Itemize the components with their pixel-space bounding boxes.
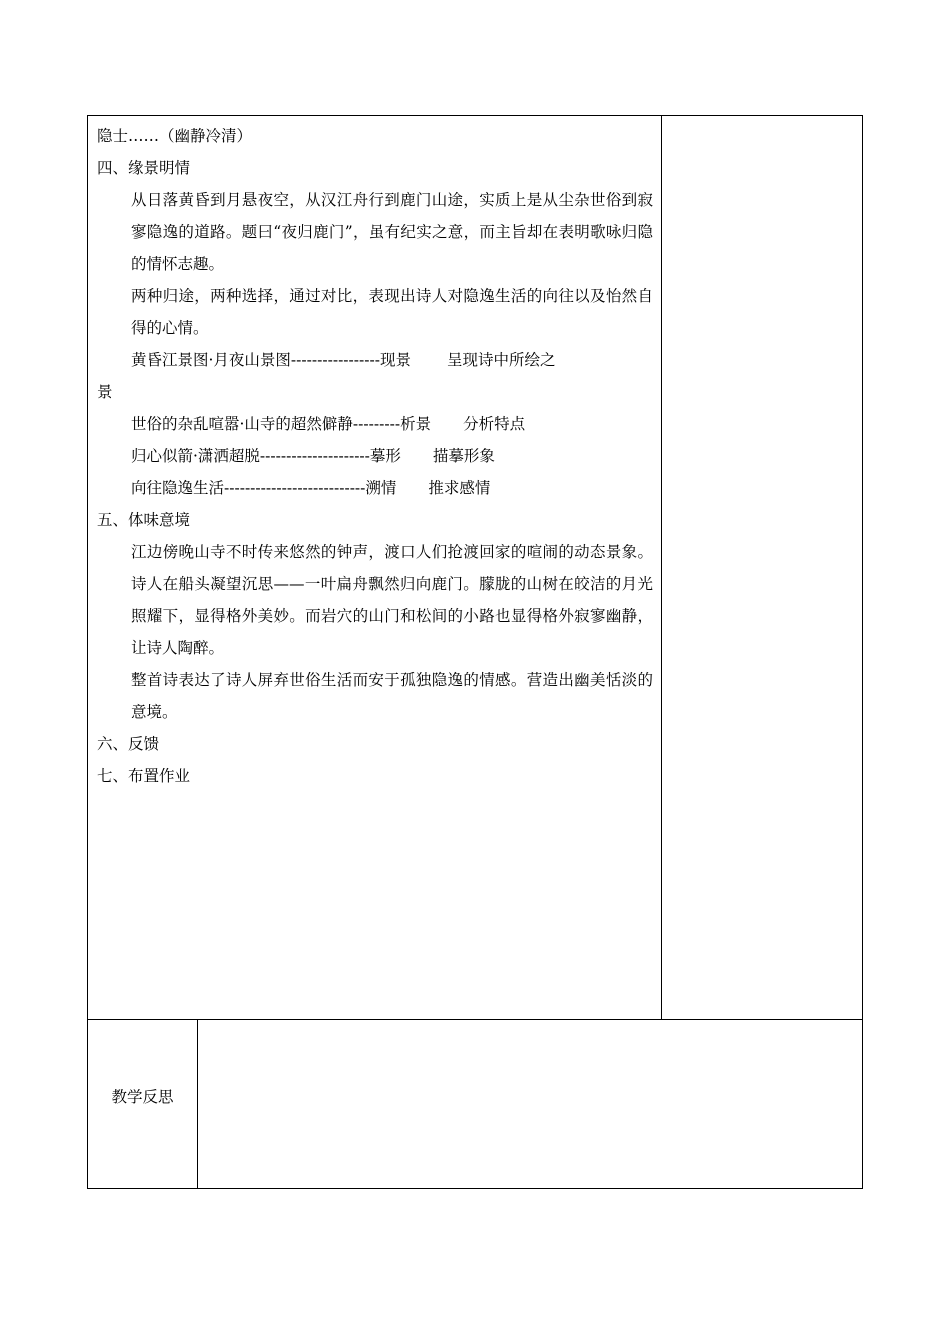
method-right: 推求感情 [428, 479, 491, 497]
method-row [97, 472, 653, 504]
method-row [97, 440, 653, 472]
section-heading-5: 五、体味意境 [97, 511, 191, 529]
section-heading-4: 四、缘景明情 [97, 159, 191, 177]
paragraph: 两种归途，两种选择，通过对比，表现出诗人对隐逸生活的向往以及怡然自得的心情。 [131, 287, 653, 337]
method-right: 分析特点 [463, 415, 526, 433]
paragraph: 从日落黄昏到月悬夜空，从汉江舟行到鹿门山途，实质上是从尘杂世俗到寂寥隐逸的道路。题曰“夜归鹿门”，虽有纪实之意，而主旨却在表明歌咏归隐的情怀志趣。 [131, 191, 653, 273]
method-continuation: 景 [97, 383, 113, 401]
section-heading-6: 六、反馈 [97, 735, 160, 753]
method-row [97, 344, 653, 376]
reflection-label: 教学反思 [111, 1088, 174, 1106]
method-left: 世俗的杂乱喧嚣·山寺的超然僻静---------析景 [131, 415, 432, 433]
method-right: 描摹形象 [432, 447, 495, 465]
lesson-content [97, 120, 653, 792]
paragraph: 整首诗表达了诗人屏弃世俗生活而安于孤独隐逸的情感。营造出幽美恬淡的意境。 [131, 671, 653, 721]
method-left: 黄昏江景图·月夜山景图-----------------现景 [131, 351, 411, 369]
reflection-divider [197, 1019, 198, 1189]
text-line: 隐士……（幽静冷清） [97, 127, 253, 145]
paragraph: 江边傍晚山寺不时传来悠然的钟声，渡口人们抢渡回家的喧闹的动态景象。诗人在船头凝望沉思——一叶扁舟飘然归向鹿门。朦胧的山树在皎洁的月光照耀下，显得格外美妙。而岩穴的山门和松间的小路也显得格外寂寥幽静，让诗人陶醉。 [131, 543, 653, 657]
section-heading-7: 七、布置作业 [97, 767, 191, 785]
method-row [97, 408, 653, 440]
method-left: 归心似箭·潇洒超脱---------------------摹形 [131, 447, 401, 465]
column-divider [661, 115, 662, 1020]
method-left: 向往隐逸生活---------------------------溯情 [131, 479, 397, 497]
method-right: 呈现诗中所绘之 [446, 351, 556, 369]
row-divider [87, 1019, 863, 1020]
